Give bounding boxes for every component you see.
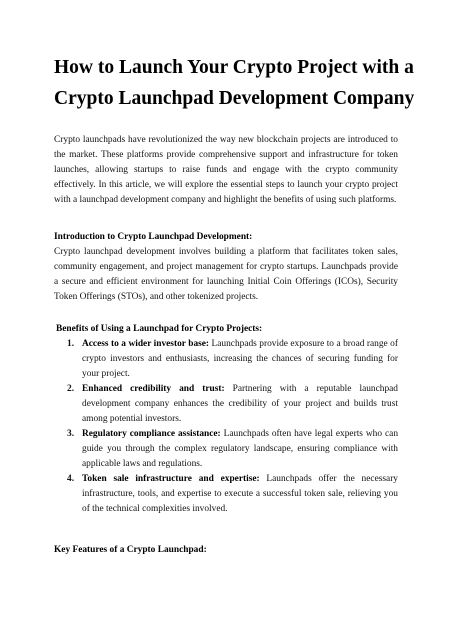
- benefits-heading: Benefits of Using a Launchpad for Crypto Projects:: [56, 324, 263, 334]
- list-item-lead: Token sale infrastructure and expertise:: [82, 474, 260, 484]
- list-item-number: 3.: [67, 429, 75, 439]
- list-item-lead: Regulatory compliance assistance:: [82, 429, 221, 439]
- introduction-paragraph: Crypto launchpad development involves building a platform that facilitates token sales, community engagement, and project management for crypto startups. Launchpads provide a secure and efficient environment for launching Initial Coin Offerings (ICOs), Security Token Offerings (STOs), and other tokenized projects.: [54, 247, 398, 302]
- intro-paragraph: Crypto launchpads have revolutionized the way new blockchain projects are introduced to the market. These platforms provide comprehensive support and infrastructure for token launches, allowing startups to raise funds and engage with the crypto community effectively. In this article, we will explore the essential steps to launch your crypto project with a launchpad development company and highlight the benefits of using such platforms.: [54, 135, 398, 205]
- list-item-text: Launchpads provide exposure to a broad range of crypto investors and enthusiasts, increasing the chances of securing funding for your project.: [82, 339, 398, 379]
- list-item-text: Launchpads often have legal experts who can guide you through the complex regulatory landscape, ensuring compliance with applicable laws and regulations.: [82, 429, 399, 469]
- list-item-text: Partnering with a reputable launchpad development company enhances the credibility of your project and builds trust among potential investors.: [82, 384, 398, 424]
- title-line-1: How to Launch Your Crypto Project with a: [54, 57, 414, 78]
- benefits-list: [67, 337, 398, 517]
- list-item-number: 2.: [67, 384, 75, 394]
- list-item: [67, 337, 398, 382]
- list-item: [67, 472, 398, 517]
- list-item: [67, 382, 398, 427]
- list-item-number: 4.: [67, 474, 75, 484]
- title-line-2: Crypto Launchpad Development Company: [54, 88, 415, 109]
- introduction-heading: Introduction to Crypto Launchpad Development:: [54, 232, 253, 242]
- list-item: [67, 427, 398, 472]
- document-title: [54, 52, 415, 114]
- list-item-text: Launchpads offer the necessary infrastructure, tools, and expertise to execute a successful token sale, relieving you of the technical complexities involved.: [82, 474, 398, 514]
- features-heading: Key Features of a Crypto Launchpad:: [54, 545, 207, 555]
- list-item-number: 1.: [67, 339, 75, 349]
- list-item-lead: Enhanced credibility and trust:: [82, 384, 225, 394]
- list-item-lead: Access to a wider investor base:: [82, 339, 210, 349]
